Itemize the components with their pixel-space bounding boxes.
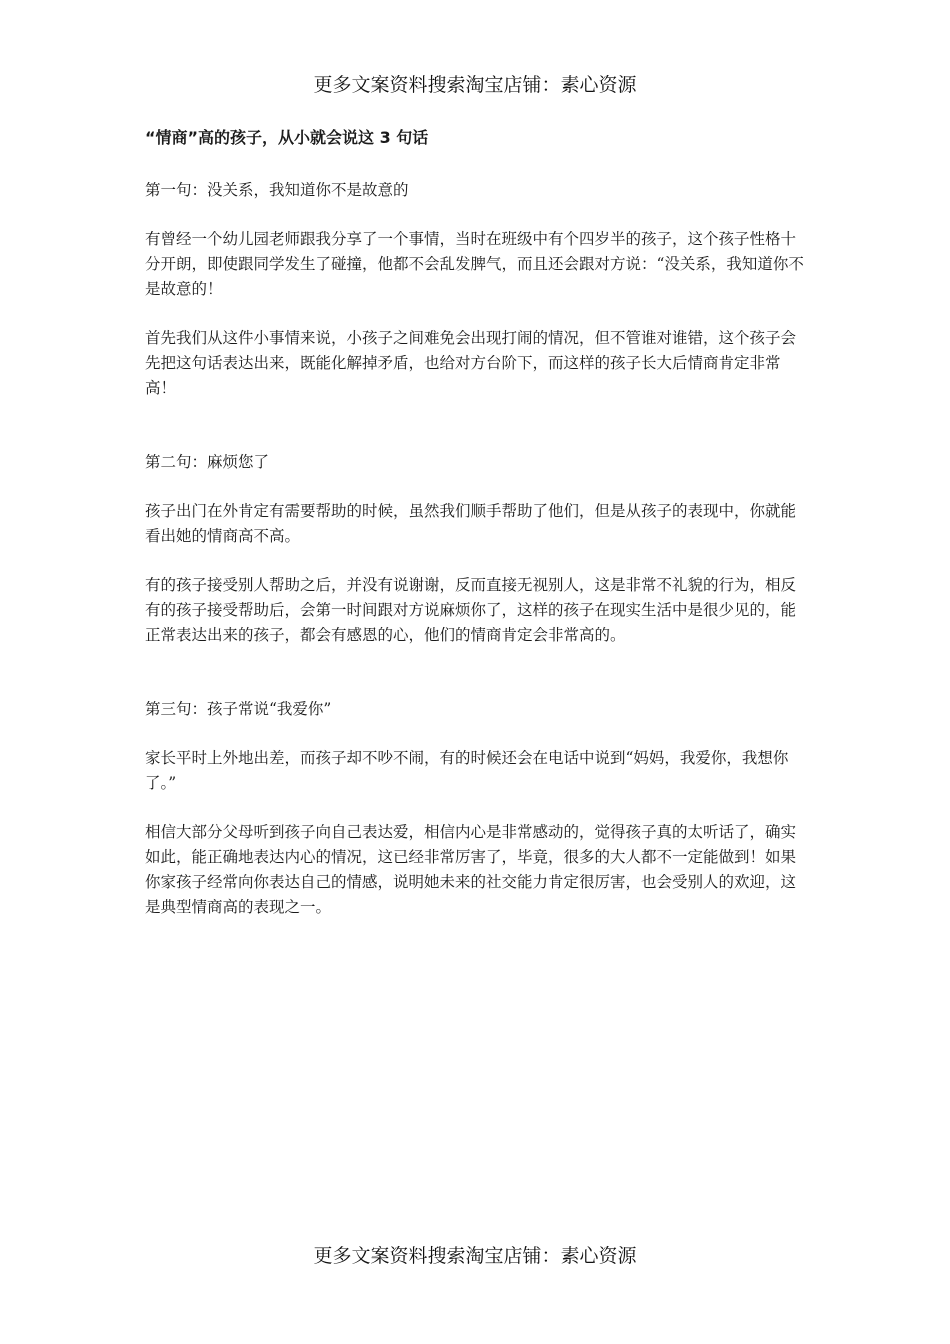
section-3-heading: 第三句：孩子常说“我爱你”	[145, 700, 332, 718]
page-header: 更多文案资料搜索淘宝店铺：素心资源	[313, 74, 637, 96]
section-2-paragraph-1: 孩子出门在外肯定有需要帮助的时候，虽然我们顺手帮助了他们，但是从孩子的表现中，你就能看出她的情商高不高。	[145, 502, 797, 545]
section-2-paragraph-2: 有的孩子接受别人帮助之后，并没有说谢谢，反而直接无视别人，这是非常不礼貌的行为，相反有的孩子接受帮助后，会第一时间跟对方说麻烦你了，这样的孩子在现实生活中是很少见的，能正常表达出来的孩子，都会有感恩的心，他们的情商肯定会非常高的。	[145, 576, 797, 644]
article-body	[145, 126, 810, 920]
section-2-heading: 第二句：麻烦您了	[145, 453, 270, 471]
section-3-paragraph-1: 家长平时上外地出差，而孩子却不吵不闹，有的时候还会在电话中说到“妈妈，我爱你，我想你了。”	[145, 749, 789, 792]
section-1-paragraph-2: 首先我们从这件小事情来说，小孩子之间难免会出现打闹的情况，但不管谁对谁错，这个孩子会先把这句话表达出来，既能化解掉矛盾，也给对方台阶下，而这样的孩子长大后情商肯定非常高！	[145, 329, 797, 397]
section-1-heading: 第一句：没关系，我知道你不是故意的	[145, 181, 409, 199]
section-3-paragraph-2: 相信大部分父母听到孩子向自己表达爱，相信内心是非常感动的，觉得孩子真的太听话了，确实如此，能正确地表达内心的情况，这已经非常厉害了，毕竟，很多的大人都不一定能做到！如果你家孩子经常向你表达自己的情感，说明她未来的社交能力肯定很厉害，也会受别人的欢迎，这是典型情商高的表现之一。	[145, 823, 797, 916]
page-footer: 更多文案资料搜索淘宝店铺：素心资源	[313, 1245, 637, 1267]
section-1-paragraph-1: 有曾经一个幼儿园老师跟我分享了一个事情，当时在班级中有个四岁半的孩子，这个孩子性格十分开朗，即使跟同学发生了碰撞，他都不会乱发脾气，而且还会跟对方说：“没关系，我知道你不是故意的！	[145, 230, 804, 298]
article-title: “情商”高的孩子，从小就会说这 3 句话	[145, 128, 429, 147]
